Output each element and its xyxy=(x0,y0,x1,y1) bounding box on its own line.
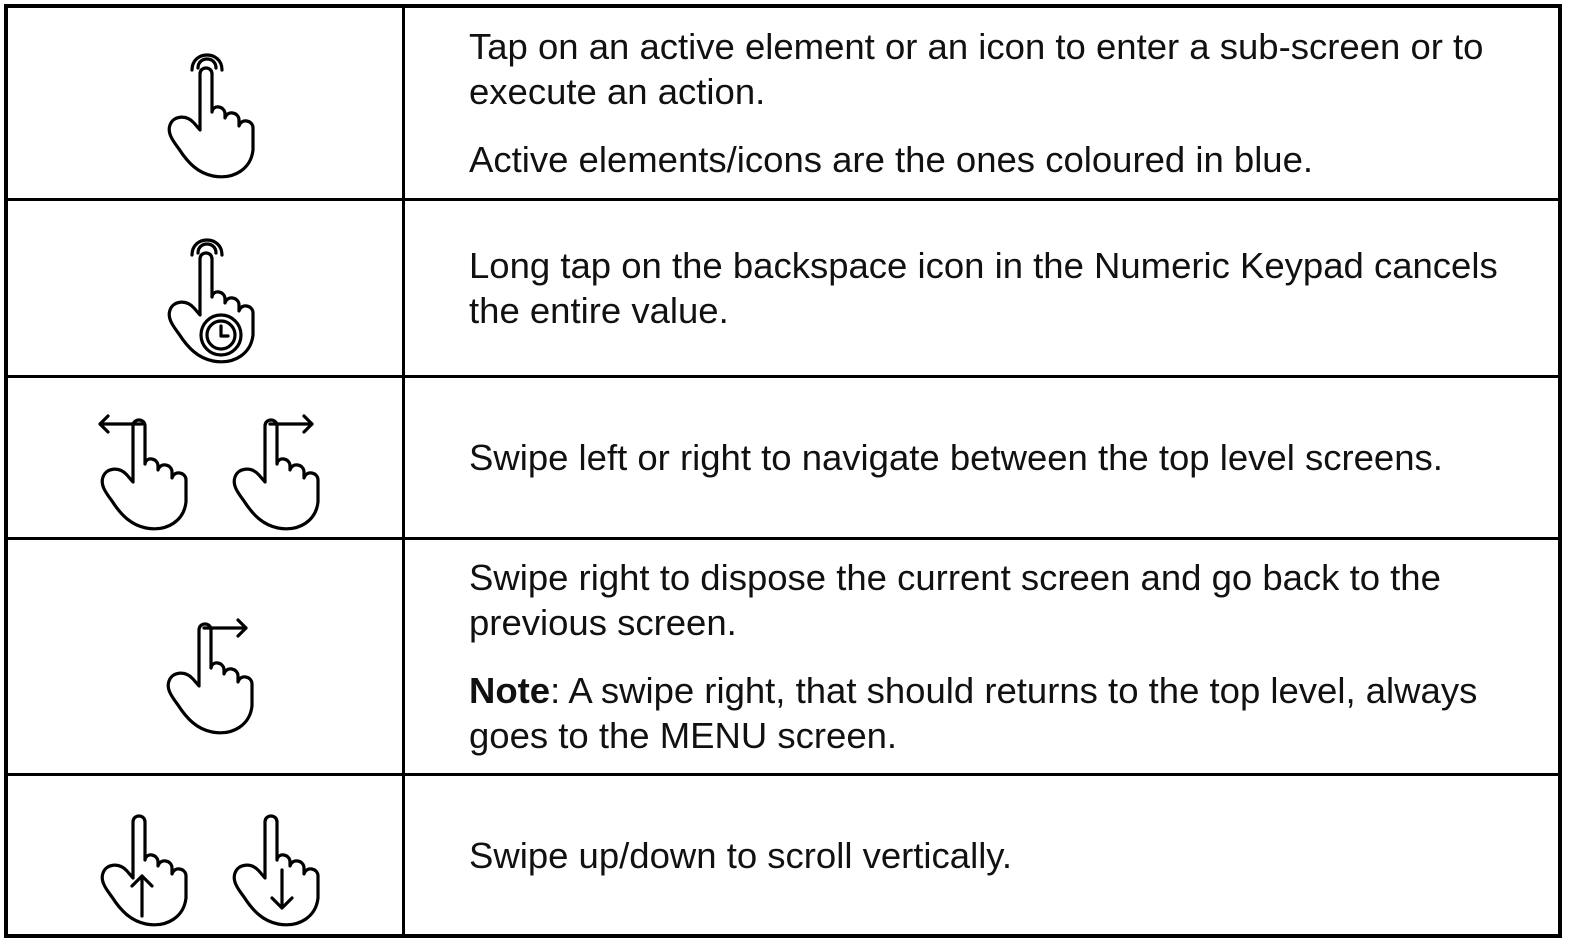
description-text: Active elements/icons are the ones coloured in blue. xyxy=(469,139,1314,180)
gesture-row-swipe-right-back xyxy=(8,540,1558,776)
gesture-row-tap xyxy=(8,8,1558,201)
description-text: Tap on an active element or an icon to enter a sub-screen or to execute an action. xyxy=(469,26,1484,112)
swipe-left-right-icons xyxy=(8,378,405,540)
gesture-row-swipe-left-right xyxy=(8,378,1558,540)
description-cell xyxy=(405,540,1558,773)
swipe-up-gesture-icon xyxy=(102,816,186,925)
description-text: Swipe right to dispose the current screen and go back to the previous screen. xyxy=(469,557,1441,643)
description-cell xyxy=(405,378,1558,537)
note-label: Note xyxy=(469,670,551,711)
icon-cell xyxy=(8,8,405,198)
gesture-row-long-tap xyxy=(8,201,1558,378)
icon-cell xyxy=(8,776,405,934)
description-cell xyxy=(405,201,1558,375)
tap-gesture-icon xyxy=(8,8,405,201)
description-text: Swipe up/down to scroll vertically. xyxy=(469,834,1012,876)
gesture-row-swipe-up-down xyxy=(8,776,1558,934)
description-text: Swipe left or right to navigate between the top level screens. xyxy=(469,437,1443,478)
long-tap-gesture-icon xyxy=(8,201,405,378)
swipe-down-gesture-icon xyxy=(234,816,318,925)
swipe-right-gesture-icon xyxy=(8,540,405,776)
note-body: : A swipe right, that should returns to the top level, always goes to the MENU screen. xyxy=(469,670,1478,756)
swipe-right-gesture-icon xyxy=(234,416,318,529)
icon-cell xyxy=(8,378,405,537)
swipe-left-gesture-icon xyxy=(100,416,186,529)
gesture-table xyxy=(4,4,1562,938)
description-text: Long tap on the backspace icon in the Numeric Keypad cancels the entire value. xyxy=(469,245,1498,331)
icon-cell xyxy=(8,201,405,375)
description-cell xyxy=(405,776,1558,934)
note-text xyxy=(469,668,1542,758)
description-cell xyxy=(405,8,1558,198)
icon-cell xyxy=(8,540,405,773)
swipe-up-down-icons xyxy=(8,776,405,939)
